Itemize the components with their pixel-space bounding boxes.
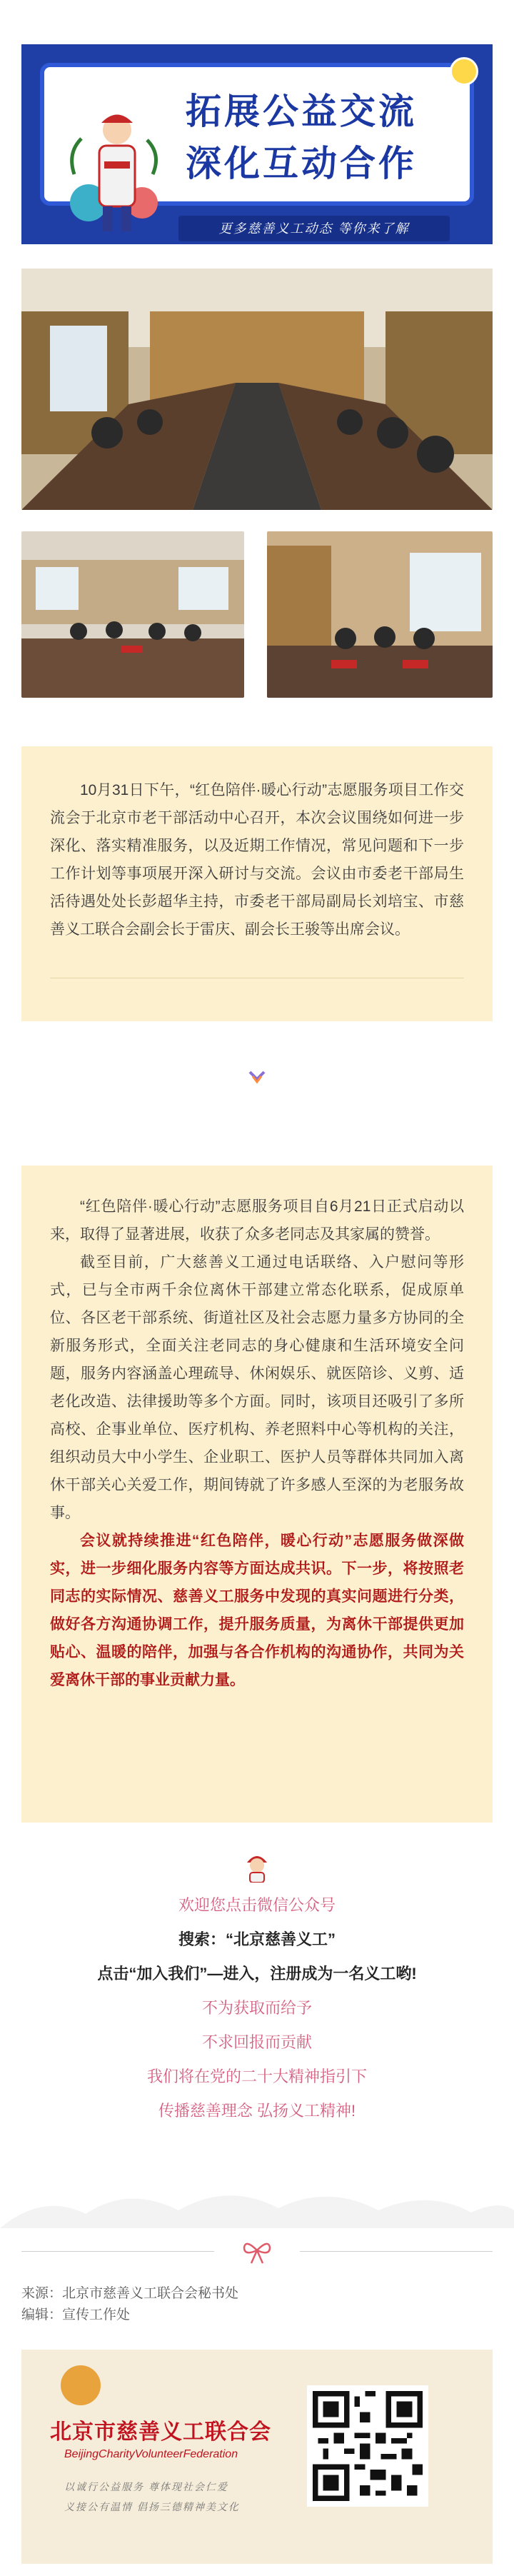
follow-line-3: 我们将在党的二十大精神指引下 <box>146 2068 367 2085</box>
meeting-photo-right <box>267 531 493 698</box>
header-banner <box>21 44 493 244</box>
org-slogan-2: 义接公有温情 倡扬三德精神美文化 <box>64 2501 240 2512</box>
follow-welcome: 欢迎您点击微信公众号 <box>178 1896 336 1914</box>
source-from: 来源：北京市慈善义工联合会秘书处 <box>21 2286 239 2301</box>
banner-title-line1: 拓展公益交流 <box>186 91 417 131</box>
banner-title-line2: 深化互动合作 <box>186 144 417 184</box>
source-editor: 编辑：宣传工作处 <box>21 2307 131 2322</box>
intro-text-box <box>21 746 493 1021</box>
body-text-box <box>21 1166 493 1823</box>
follow-line-2: 不求回报而贡献 <box>201 2033 312 2051</box>
chevron-down-icon <box>248 1068 266 1086</box>
org-logo-icon <box>61 2365 101 2405</box>
org-name: 北京市慈善义工联合会 <box>50 2420 271 2444</box>
banner-card <box>40 63 474 206</box>
follow-line-4: 传播慈善理念 弘扬义工精神! <box>158 2102 356 2120</box>
volunteer-avatar-icon <box>243 1850 271 1883</box>
follow-search: 搜索：“北京慈善义工” <box>178 1930 336 1948</box>
follow-join: 点击“加入我们”—进入，注册成为一名义工哟! <box>97 1965 417 1983</box>
source-info <box>21 2283 238 2326</box>
volunteer-illustration-icon <box>60 96 167 239</box>
follow-line-1: 不为获取而给予 <box>201 1999 312 2017</box>
body-paragraph-1: “红色陪伴·暖心行动”志愿服务项目自6月21日正式启动以来，取得了显著进展，收获了众多老同志及其家属的赞誉。 <box>50 1198 464 1243</box>
meeting-photo-main <box>21 269 493 510</box>
lightbulb-icon <box>450 57 478 86</box>
org-slogan-1: 以诚行公益服务 尊体现社会仁爱 <box>64 2481 228 2492</box>
meeting-photo-left <box>21 531 244 698</box>
follow-section <box>0 1850 514 2128</box>
divider-right <box>300 2251 493 2252</box>
org-footer-card <box>21 2350 493 2564</box>
banner-subtitle: 更多慈善义工动态 等你来了解 <box>178 216 450 241</box>
intro-paragraph: 10月31日下午，“红色陪伴·暖心行动”志愿服务项目工作交流会于北京市老干部活动中心召开，本次会议围绕如何进一步深化、落实精准服务，以及近期工作情况，常见问题和下一步工作计划等事项展开深入研讨与交流。会议由市委老干部局生活待遇处处长彭超华主持，市委老干部局副局长刘培宝、市慈善义工联合会副会长于雷庆、副会长王骏等出席会议。 <box>50 782 464 938</box>
cloud-decoration-icon <box>0 2178 514 2228</box>
qr-code-icon[interactable] <box>307 2385 428 2507</box>
body-paragraph-3: 会议就持续推进“红色陪伴，暖心行动”志愿服务做深做实，进一步细化服务内容等方面达成共识。下一步，将按照老同志的实际情况、慈善义工服务中发现的真实问题进行分类，做好各方沟通协调工作，提升服务质量，为离休干部提供更加贴心、温暖的陪伴，加强与各合作机构的沟通协作，共同为关爱离休干部的事业贡献力量。 <box>50 1533 464 1688</box>
org-name-en: BeijingCharityVolunteerFederation <box>64 2448 238 2460</box>
body-paragraph-2: 截至目前，广大慈善义工通过电话联络、入户慰问等形式，已与全市两千余位离休干部建立常态化联系，促成原单位、各区老干部系统、街道社区及社会志愿力量多方协同的全新服务形式，全面关注老同志的身心健康和生活环境安全问题，服务内容涵盖心理疏导、休闲娱乐、就医陪诊、义剪、适老化改造、法律援助等多个方面。同时，该项目还吸引了多所高校、企事业单位、医疗机构、养老照料中心等机构的关注，组织动员大中小学生、企业职工、医护人员等群体共同加入离休干部关心关爱工作，期间铸就了许多感人至深的为老服务故事。 <box>50 1254 464 1521</box>
divider-left <box>21 2251 214 2252</box>
bow-icon <box>241 2237 273 2266</box>
